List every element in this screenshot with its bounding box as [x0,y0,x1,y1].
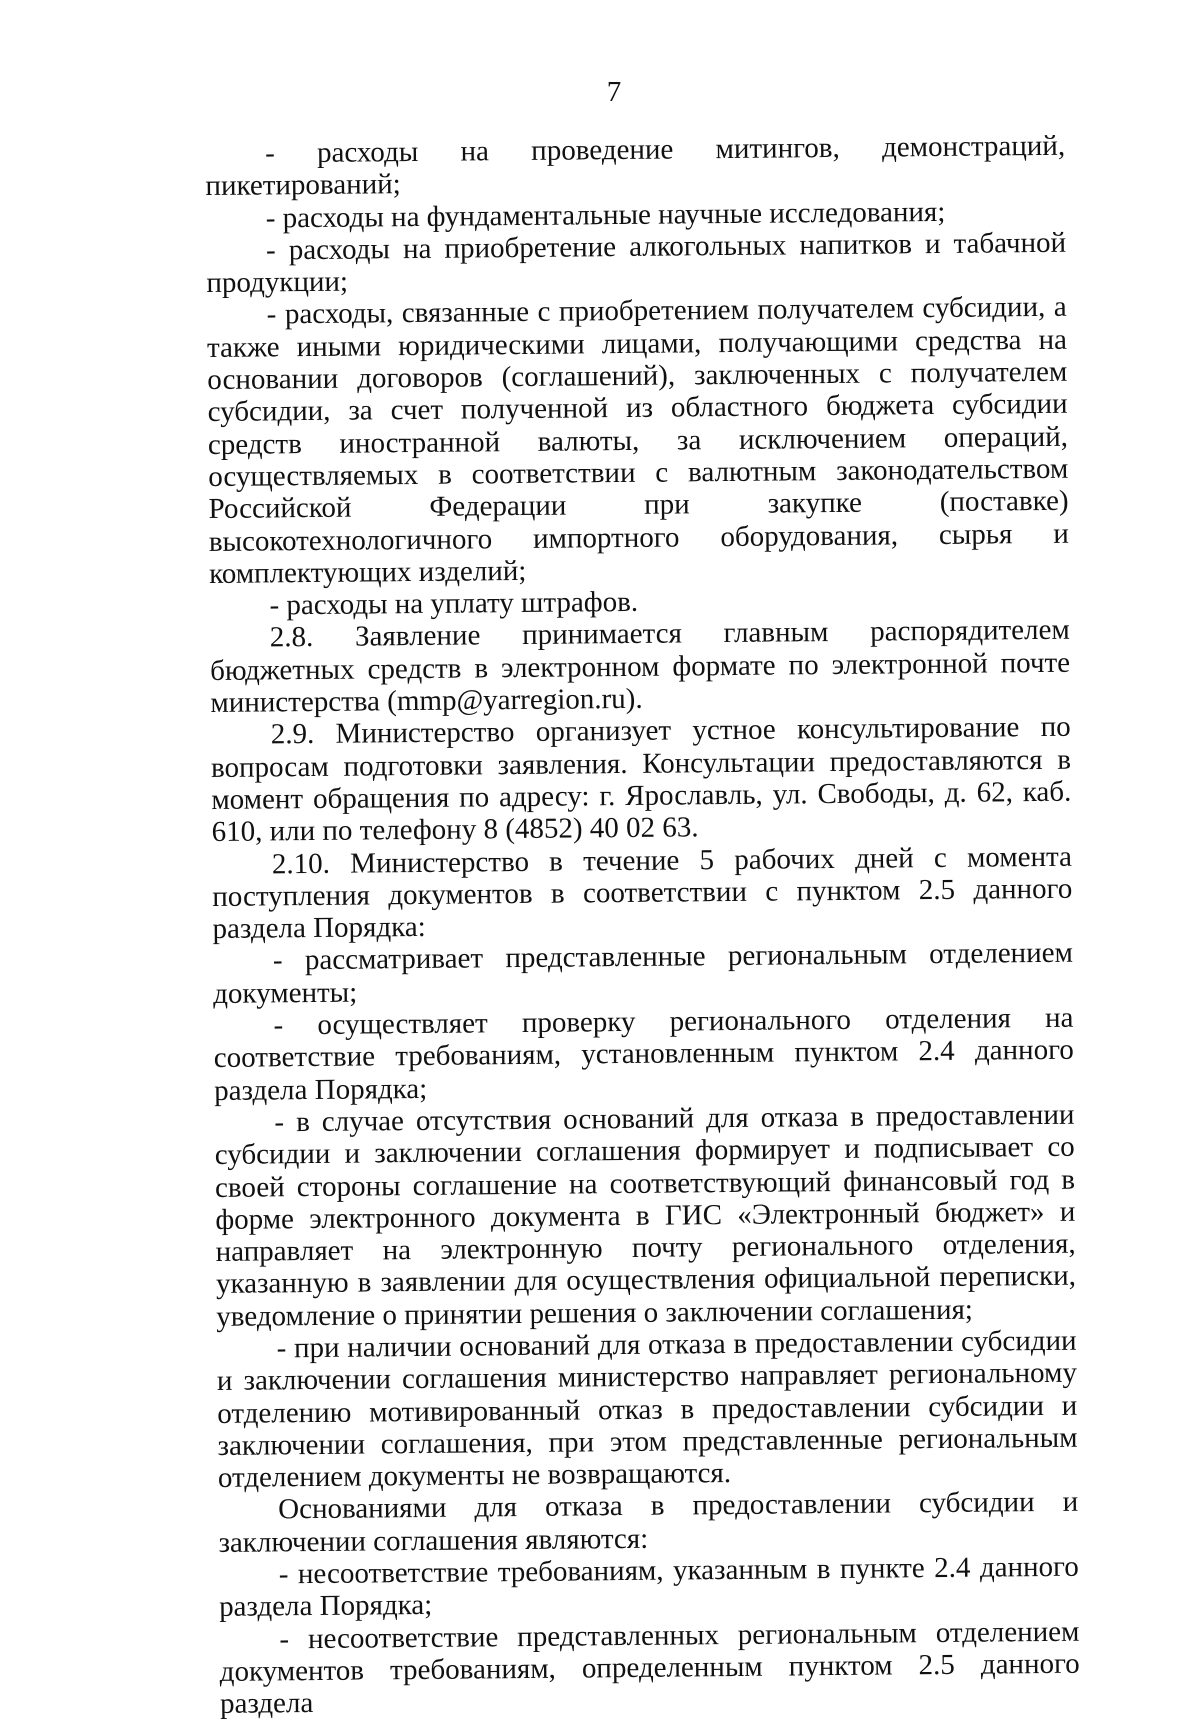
paragraph: - рассматривает представленные региональным отделением документы; [213,937,1074,1010]
paragraph: - при наличии оснований для отказа в предоставлении субсидии и заключении соглашения министерство направляет региональному отделению мотивированный отказ в предоставлении субсидии и заключении соглашения, при этом представленные региональным отделением документы не возвращаются. [216,1324,1078,1495]
paragraph: - расходы на проведение митингов, демонстраций, пикетирований; [205,129,1066,203]
paragraph: - расходы на уплату штрафов. [269,586,639,622]
paragraph-section-2-9: 2.9. Министерство организует устное консультирование по вопросам подготовки заявления. Консультации предоставляются в момент обращения по адресу: г. Ярославль, ул. Свободы, д. 62, каб. 610, или по телефону 8 (4852) 40 02 63. [210,711,1072,849]
paragraph-section-2-8: 2.8. Заявление принимается главным распорядителем бюджетных средств в электронном формате по электронной почте министерства (mmp@yarregion.ru). [209,614,1071,720]
document-body [205,130,1080,1720]
paragraph: - в случае отсутствия оснований для отказа в предоставлении субсидии и заключении соглашения формирует и подписывает со своей стороны соглашение на соответствующий финансовый год в форме электронного документа в ГИС «Электронный бюджет» и направляет на электронную почту регионального отделения, указанную в заявлении для осуществления официальной переписки, уведомление о принятии решения о заключении соглашения; [214,1098,1077,1333]
paragraph: - расходы на приобретение алкогольных напитков и табачной продукции; [206,226,1067,300]
paragraph-section-2-10: 2.10. Министерство в течение 5 рабочих дней с момента поступления документов в соответствии с пунктом 2.5 данного раздела Порядка: [212,840,1073,946]
page-number: 7 [606,76,622,108]
paragraph: - расходы на фундаментальные научные исследования; [265,195,946,235]
paragraph: - расходы, связанные с приобретением получателем субсидии, а также иными юридическими лицами, получающими средства на основании договоров (соглашений), заключенных с получателем субсидии, за счет полученной из областного бюджета субсидии средств иностранной валюты, за исключением операций, осуществляемых в соответствии с валютным законодательством Российской Федерации при закупке (поставке) высокотехнологичного импортного оборудования, сырья и комплектующих изделий; [206,291,1069,590]
paragraph: Основаниями для отказа в предоставлении субсидии и заключении соглашения являются: [218,1486,1079,1559]
paragraph: - несоответствие представленных региональным отделением документов требованиям, определенным пунктом 2.5 данного раздела [219,1615,1080,1720]
paragraph: - несоответствие требованиям, указанным в пункте 2.4 данного раздела Порядка; [218,1550,1079,1624]
paragraph: - осуществляет проверку регионального отделения на соответствие требованиям, установленным пунктом 2.4 данного раздела Порядка; [213,1001,1074,1107]
